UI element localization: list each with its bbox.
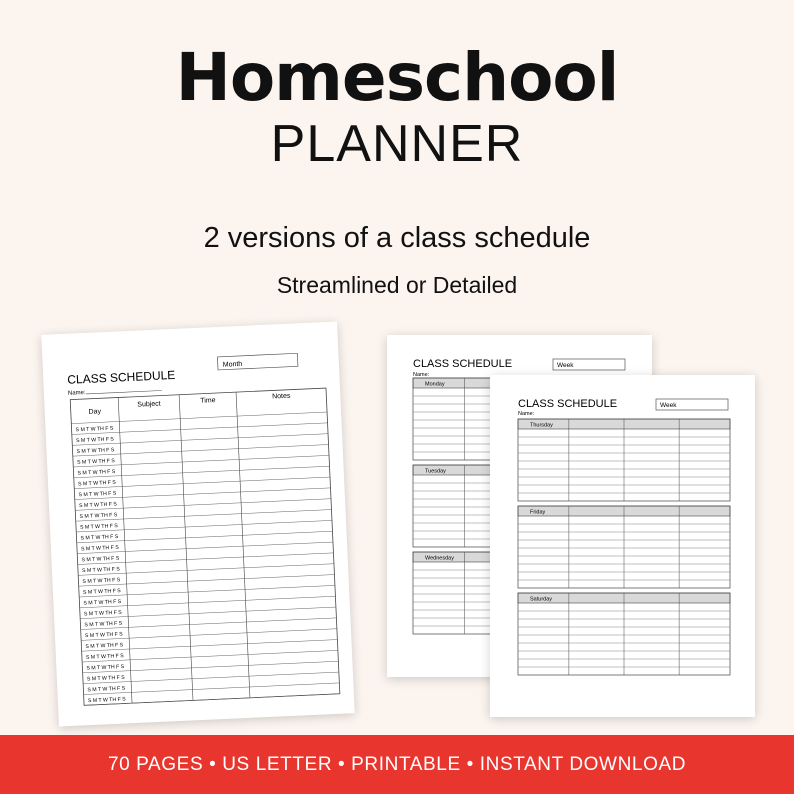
streamlined-row-line — [71, 412, 327, 424]
streamlined-day-letters: S M T W TH F S — [77, 468, 116, 477]
detailed-back-week-label: Week — [557, 362, 574, 369]
detailed-back-heading: CLASS SCHEDULE — [413, 358, 513, 370]
detailed-back-name-label: Name: — [413, 372, 430, 378]
streamlined-day-letters: S M T W TH F S — [84, 631, 123, 640]
streamlined-day-letters: S M T W TH F S — [76, 447, 115, 455]
streamlined-day-letters: S M T W TH F S — [86, 674, 125, 683]
streamlined-day-letters: S M T W TH F S — [75, 436, 114, 445]
streamlined-day-letters: S M T W TH F S — [75, 425, 114, 434]
streamlined-day-letters: S M T W TH F S — [79, 523, 118, 531]
feature-banner: 70 PAGES • US LETTER • PRINTABLE • INSTANT DOWNLOAD — [0, 735, 794, 794]
streamlined-day-letters: S M T W TH F S — [79, 512, 118, 520]
detailed-schedule-sheet-front — [490, 375, 755, 717]
tagline: 2 versions of a class schedule — [203, 222, 591, 254]
streamlined-column-header: Notes — [272, 392, 291, 401]
streamlined-day-letters: S M T W TH F S — [84, 620, 123, 629]
detailed-back-day-label: Wednesday — [425, 555, 454, 562]
streamlined-day-letters: S M T W TH F S — [87, 685, 126, 694]
streamlined-name-label: Name: — [67, 389, 86, 397]
detailed-front-drawing — [490, 375, 755, 717]
streamlined-day-letters: S M T W TH F S — [86, 663, 125, 672]
streamlined-day-letters: S M T W TH F S — [80, 544, 119, 553]
streamlined-day-letters: S M T W TH F S — [83, 609, 122, 618]
detailed-front-day-label: Saturday — [530, 596, 553, 603]
detailed-back-day-label: Monday — [425, 381, 445, 388]
streamlined-day-letters: S M T W TH F S — [81, 566, 120, 575]
streamlined-day-letters: S M T W TH F S — [82, 577, 121, 585]
detailed-back-day-label: Tuesday — [425, 468, 446, 475]
streamlined-day-letters: S M T W TH F S — [83, 598, 122, 607]
streamlined-day-letters: S M T W TH F S — [87, 696, 126, 705]
streamlined-schedule-drawing — [41, 321, 354, 726]
streamlined-day-letters: S M T W TH F S — [80, 533, 119, 542]
streamlined-day-letters: S M T W TH F S — [76, 458, 115, 466]
streamlined-day-letters: S M T W TH F S — [77, 479, 116, 488]
streamlined-day-letters: S M T W TH F S — [85, 653, 124, 661]
streamlined-day-letters: S M T W TH F S — [78, 490, 117, 499]
detailed-front-name-label: Name: — [518, 411, 535, 417]
streamlined-column-header: Time — [200, 397, 216, 405]
streamlined-column-header: Subject — [137, 400, 161, 409]
streamlined-heading: CLASS SCHEDULE — [67, 367, 176, 387]
streamlined-schedule-sheet — [41, 321, 354, 726]
streamlined-day-letters: S M T W TH F S — [78, 501, 117, 510]
streamlined-day-letters: S M T W TH F S — [82, 588, 121, 596]
product-subtitle: PLANNER — [270, 115, 524, 173]
detailed-front-week-label: Week — [660, 402, 677, 409]
streamlined-day-letters: S M T W TH F S — [81, 555, 120, 564]
streamlined-month-label: Month — [222, 360, 243, 369]
streamlined-column-header: Day — [88, 408, 102, 416]
streamlined-day-letters: S M T W TH F S — [85, 642, 124, 650]
detailed-front-heading: CLASS SCHEDULE — [518, 398, 618, 410]
product-title: Homeschool — [175, 39, 619, 116]
detailed-front-day-label: Friday — [530, 509, 546, 516]
detailed-front-day-label: Thursday — [530, 422, 553, 429]
tagline-secondary: Streamlined or Detailed — [276, 272, 518, 298]
